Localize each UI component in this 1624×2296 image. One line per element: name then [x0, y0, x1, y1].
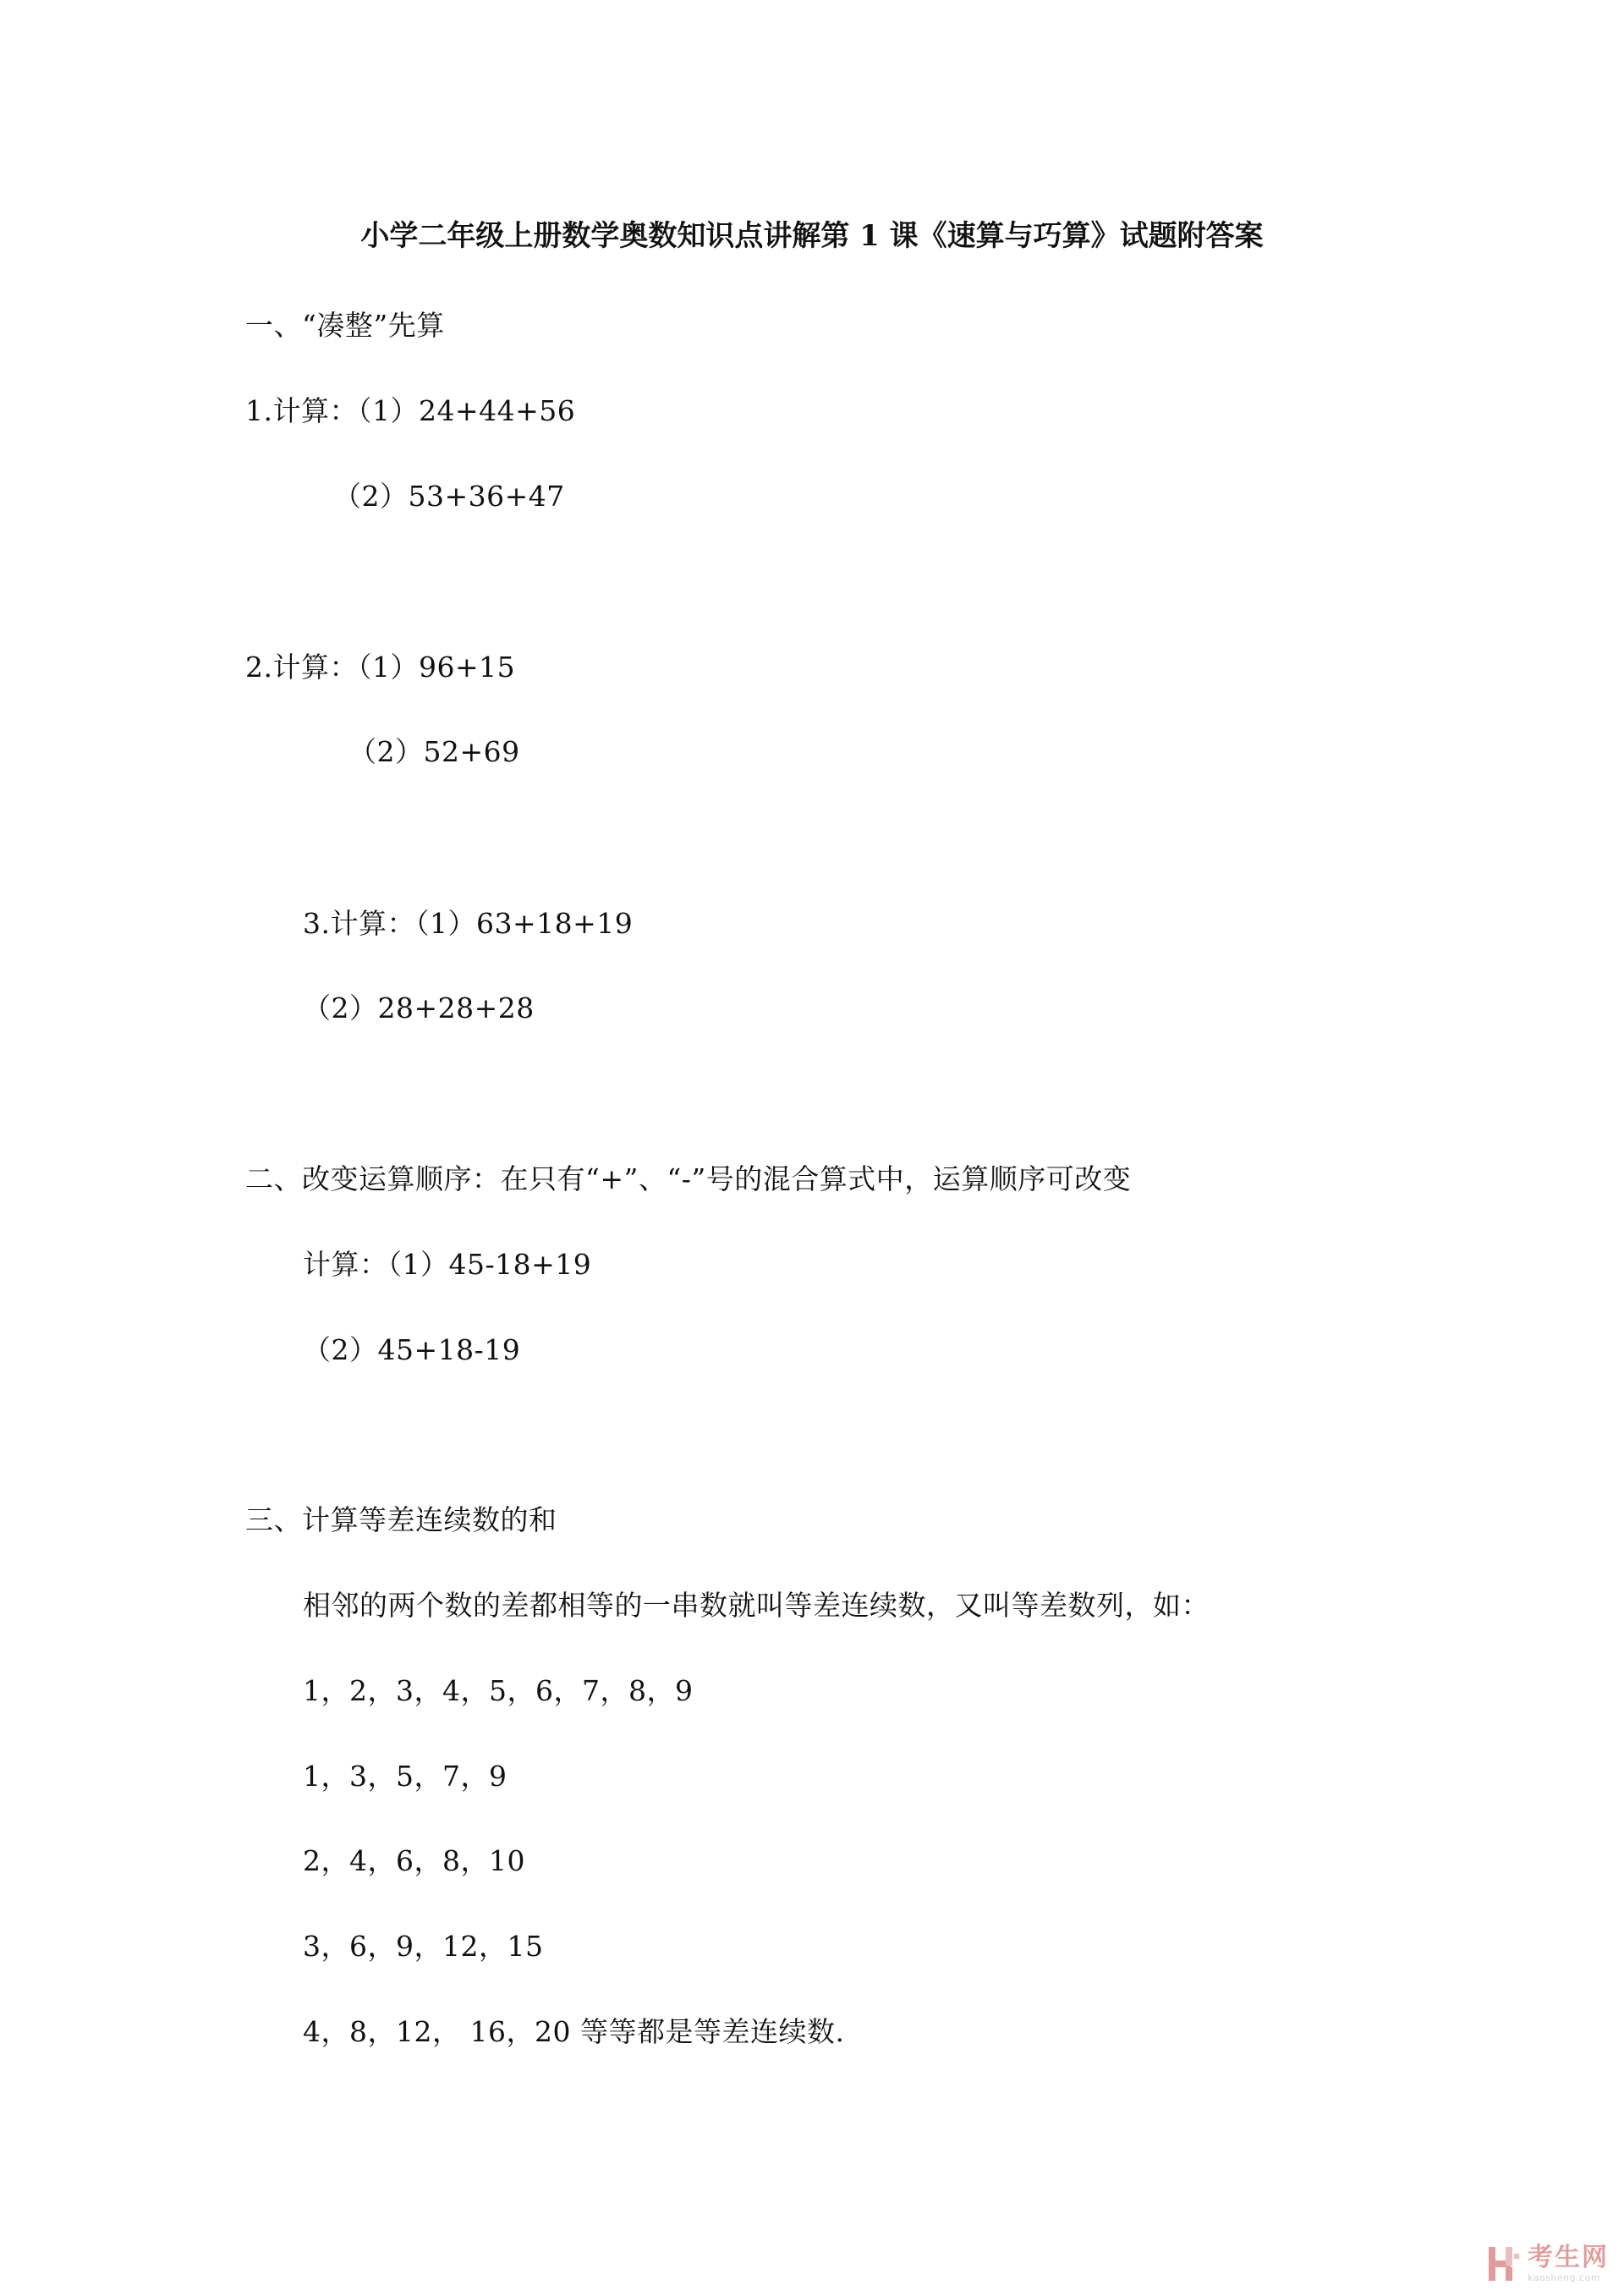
sequence-example-5: 4，8，12， 16，20 等等都是等差连续数. — [303, 2015, 845, 2048]
section-3-intro: 相邻的两个数的差都相等的一串数就叫等差连续数，又叫等差数列，如： — [303, 1589, 1210, 1622]
question-1-part-1: 1.计算：（1）24+44+56 — [245, 394, 576, 427]
sequence-example-1: 1，2，3，4，5，6，7，8，9 — [303, 1674, 694, 1707]
sequence-example-4: 3，6，9，12，15 — [303, 1930, 544, 1963]
section-2-question-part-1: 计算：（1）45-18+19 — [303, 1248, 592, 1281]
sequence-example-3: 2，4，6，8，10 — [303, 1844, 525, 1877]
section-3-heading: 三、计算等差连续数的和 — [245, 1503, 557, 1536]
watermark-domain: kaosheng.com — [1528, 2272, 1601, 2283]
sequence-example-2: 1，3，5，7，9 — [303, 1760, 508, 1793]
section-2-question-part-2: （2）45+18-19 — [303, 1333, 521, 1366]
document-title: 小学二年级上册数学奥数知识点讲解第 1 课《速算与巧算》试题附答案 — [360, 219, 1264, 253]
question-2-part-2: （2）52+69 — [348, 735, 520, 768]
section-2-heading: 二、改变运算顺序：在只有“+”、“-”号的混合算式中，运算顺序可改变 — [245, 1162, 1132, 1195]
question-3-part-2: （2）28+28+28 — [303, 991, 535, 1024]
brand-logo-icon — [1487, 2245, 1521, 2282]
watermark-brand: 考生网 — [1528, 2243, 1609, 2272]
section-1-heading: 一、“凑整”先算 — [245, 309, 445, 342]
question-1-part-2: （2）53+36+47 — [333, 480, 565, 513]
question-3-part-1: 3.计算：（1）63+18+19 — [303, 907, 634, 940]
question-2-part-1: 2.计算：（1）96+15 — [245, 651, 516, 684]
watermark-logo — [1487, 2240, 1614, 2288]
